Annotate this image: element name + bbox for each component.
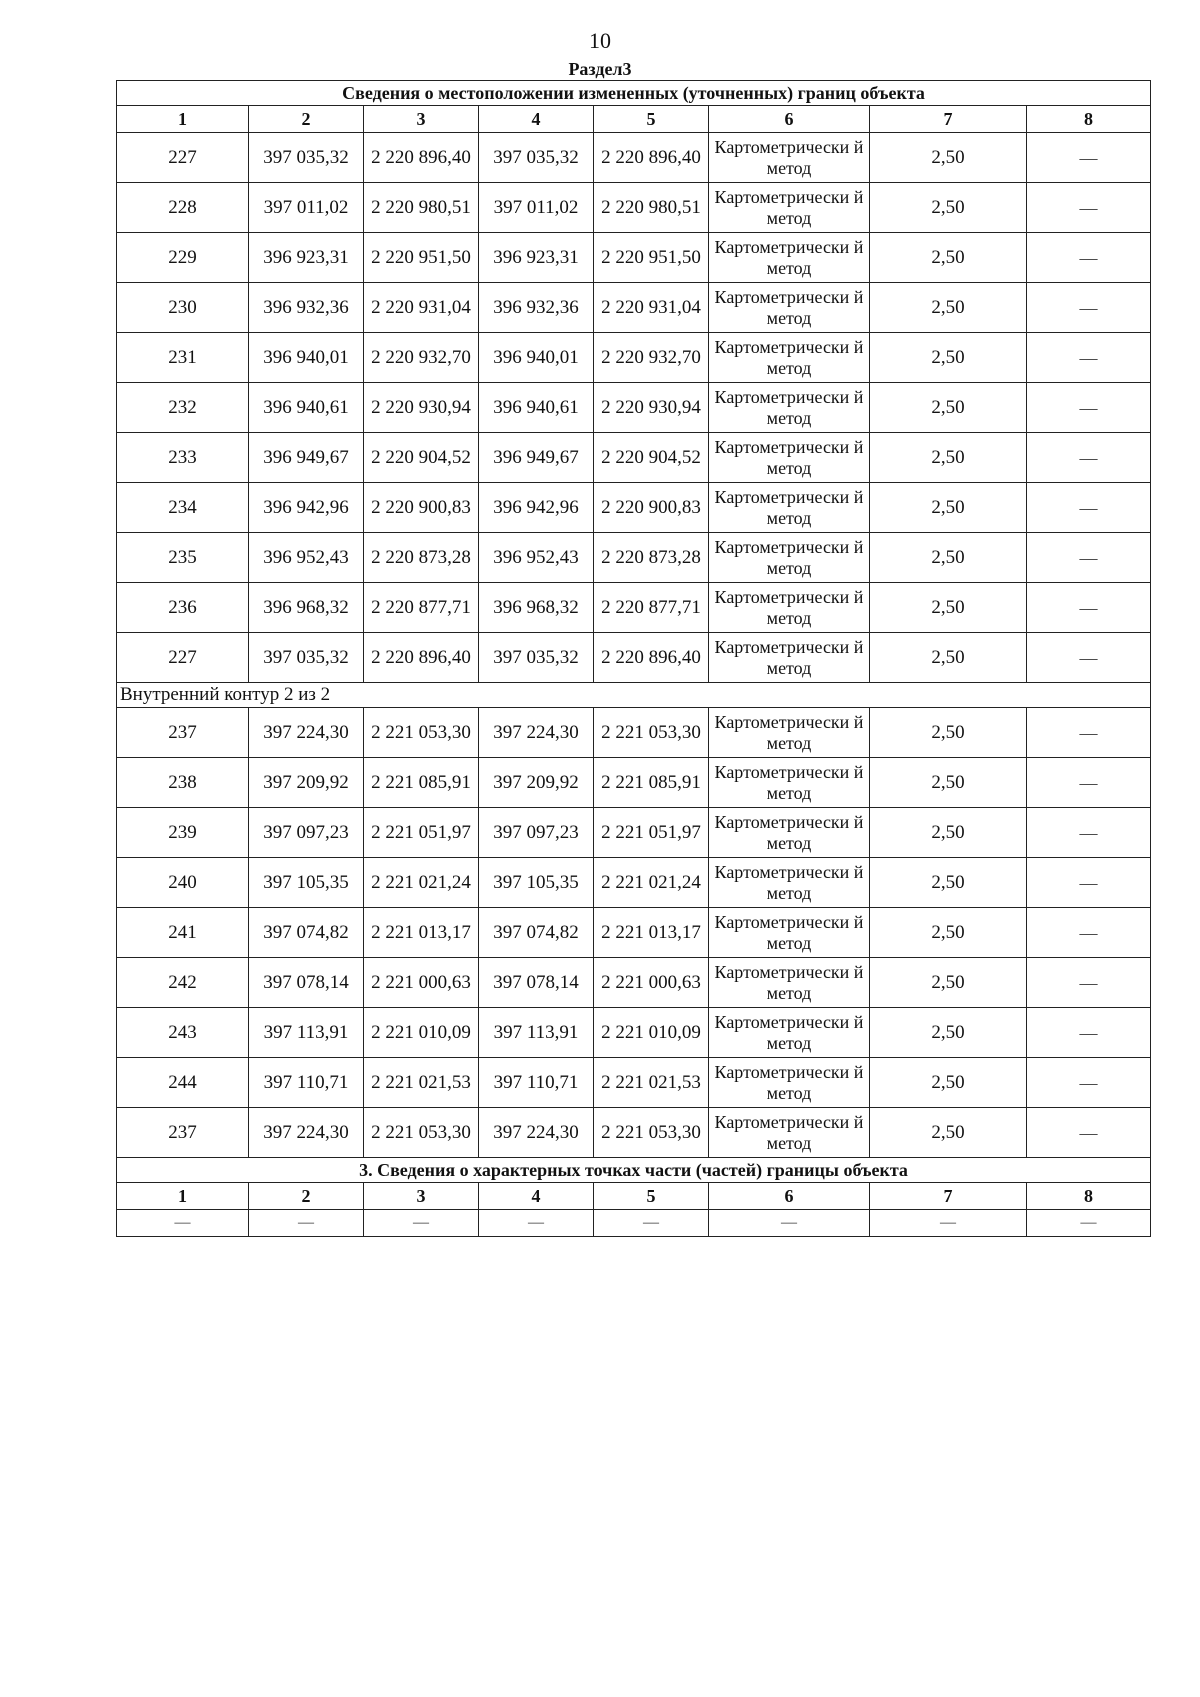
method-cell: Картометрически й метод	[709, 483, 870, 533]
method-cell: Картометрически й метод	[709, 333, 870, 383]
method-cell: Картометрически й метод	[709, 908, 870, 958]
accuracy-cell: 2,50	[870, 283, 1027, 333]
x-old-cell: 397 110,71	[249, 1058, 364, 1108]
description-cell: —	[1027, 1058, 1151, 1108]
x-old-cell: 397 209,92	[249, 758, 364, 808]
description-cell: —	[1027, 433, 1151, 483]
accuracy-cell: 2,50	[870, 433, 1027, 483]
part-section-title: 3. Сведения о характерных точках части (частей) границы объекта	[117, 1158, 1151, 1183]
table-row	[117, 1108, 1151, 1158]
method-cell: Картометрически й метод	[709, 1108, 870, 1158]
y-new-cell: 2 220 896,40	[594, 133, 709, 183]
y-new-cell: 2 221 053,30	[594, 708, 709, 758]
x-new-cell: 397 113,91	[479, 1008, 594, 1058]
accuracy-cell: 2,50	[870, 1108, 1027, 1158]
y-new-cell: 2 220 904,52	[594, 433, 709, 483]
empty-cell: —	[1027, 1210, 1151, 1237]
y-new-cell: 2 221 053,30	[594, 1108, 709, 1158]
y-old-cell: 2 221 000,63	[364, 958, 479, 1008]
point-number-cell: 231	[117, 333, 249, 383]
description-cell: —	[1027, 758, 1151, 808]
x-new-cell: 396 940,61	[479, 383, 594, 433]
point-number-cell: 237	[117, 1108, 249, 1158]
empty-cell: —	[709, 1210, 870, 1237]
column-number: 4	[479, 1183, 594, 1210]
table-row	[117, 1008, 1151, 1058]
table-row	[117, 233, 1151, 283]
part-empty-row	[117, 1210, 1151, 1237]
method-cell: Картометрически й метод	[709, 708, 870, 758]
boundary-table	[116, 80, 1151, 1237]
method-cell: Картометрически й метод	[709, 1058, 870, 1108]
description-cell: —	[1027, 1108, 1151, 1158]
x-old-cell: 397 011,02	[249, 183, 364, 233]
description-cell: —	[1027, 383, 1151, 433]
description-cell: —	[1027, 233, 1151, 283]
method-cell: Картометрически й метод	[709, 858, 870, 908]
accuracy-cell: 2,50	[870, 583, 1027, 633]
y-old-cell: 2 221 085,91	[364, 758, 479, 808]
x-new-cell: 396 968,32	[479, 583, 594, 633]
point-number-cell: 241	[117, 908, 249, 958]
table-row	[117, 633, 1151, 683]
x-old-cell: 396 968,32	[249, 583, 364, 633]
method-cell: Картометрически й метод	[709, 758, 870, 808]
accuracy-cell: 2,50	[870, 858, 1027, 908]
x-old-cell: 397 224,30	[249, 1108, 364, 1158]
x-old-cell: 396 942,96	[249, 483, 364, 533]
x-old-cell: 396 940,61	[249, 383, 364, 433]
method-cell: Картометрически й метод	[709, 433, 870, 483]
page-number: 10	[589, 28, 611, 53]
y-old-cell: 2 220 932,70	[364, 333, 479, 383]
point-number-cell: 244	[117, 1058, 249, 1108]
accuracy-cell: 2,50	[870, 183, 1027, 233]
point-number-cell: 229	[117, 233, 249, 283]
description-cell: —	[1027, 908, 1151, 958]
point-number-cell: 242	[117, 958, 249, 1008]
y-old-cell: 2 221 013,17	[364, 908, 479, 958]
part-section-title-row	[117, 1158, 1151, 1183]
point-number-cell: 232	[117, 383, 249, 433]
method-cell: Картометрически й метод	[709, 283, 870, 333]
accuracy-cell: 2,50	[870, 633, 1027, 683]
empty-cell: —	[249, 1210, 364, 1237]
y-old-cell: 2 220 931,04	[364, 283, 479, 333]
method-cell: Картометрически й метод	[709, 633, 870, 683]
column-number: 1	[117, 1183, 249, 1210]
table-title-row	[117, 81, 1151, 106]
x-new-cell: 397 224,30	[479, 708, 594, 758]
y-old-cell: 2 220 980,51	[364, 183, 479, 233]
y-new-cell: 2 220 873,28	[594, 533, 709, 583]
method-cell: Картометрически й метод	[709, 1008, 870, 1058]
x-old-cell: 397 078,14	[249, 958, 364, 1008]
x-old-cell: 397 035,32	[249, 133, 364, 183]
description-cell: —	[1027, 958, 1151, 1008]
method-cell: Картометрически й метод	[709, 233, 870, 283]
x-old-cell: 396 932,36	[249, 283, 364, 333]
column-number: 8	[1027, 106, 1151, 133]
y-new-cell: 2 221 021,53	[594, 1058, 709, 1108]
column-number: 5	[594, 106, 709, 133]
y-new-cell: 2 220 930,94	[594, 383, 709, 433]
column-number: 7	[870, 1183, 1027, 1210]
description-cell: —	[1027, 708, 1151, 758]
x-new-cell: 397 209,92	[479, 758, 594, 808]
y-new-cell: 2 221 085,91	[594, 758, 709, 808]
x-old-cell: 397 074,82	[249, 908, 364, 958]
y-new-cell: 2 220 932,70	[594, 333, 709, 383]
method-cell: Картометрически й метод	[709, 383, 870, 433]
y-new-cell: 2 220 980,51	[594, 183, 709, 233]
y-new-cell: 2 221 000,63	[594, 958, 709, 1008]
contour-label-row	[117, 683, 1151, 708]
table-row	[117, 383, 1151, 433]
x-new-cell: 396 952,43	[479, 533, 594, 583]
accuracy-cell: 2,50	[870, 1008, 1027, 1058]
y-old-cell: 2 220 873,28	[364, 533, 479, 583]
point-number-cell: 230	[117, 283, 249, 333]
accuracy-cell: 2,50	[870, 133, 1027, 183]
table-row	[117, 808, 1151, 858]
point-number-cell: 228	[117, 183, 249, 233]
y-new-cell: 2 220 931,04	[594, 283, 709, 333]
table-title: Сведения о местоположении измененных (уточненных) границ объекта	[117, 81, 1151, 106]
x-old-cell: 396 949,67	[249, 433, 364, 483]
table-row	[117, 958, 1151, 1008]
y-old-cell: 2 220 951,50	[364, 233, 479, 283]
y-new-cell: 2 220 896,40	[594, 633, 709, 683]
empty-cell: —	[870, 1210, 1027, 1237]
table-row	[117, 283, 1151, 333]
column-number: 1	[117, 106, 249, 133]
description-cell: —	[1027, 283, 1151, 333]
point-number-cell: 233	[117, 433, 249, 483]
point-number-cell: 236	[117, 583, 249, 633]
table-row	[117, 708, 1151, 758]
description-cell: —	[1027, 483, 1151, 533]
y-old-cell: 2 221 021,24	[364, 858, 479, 908]
accuracy-cell: 2,50	[870, 533, 1027, 583]
x-new-cell: 397 097,23	[479, 808, 594, 858]
x-old-cell: 397 097,23	[249, 808, 364, 858]
y-old-cell: 2 221 053,30	[364, 708, 479, 758]
empty-cell: —	[364, 1210, 479, 1237]
y-new-cell: 2 220 900,83	[594, 483, 709, 533]
part-column-number-row	[117, 1183, 1151, 1210]
x-new-cell: 396 923,31	[479, 233, 594, 283]
point-number-cell: 237	[117, 708, 249, 758]
column-number: 2	[249, 1183, 364, 1210]
column-number: 8	[1027, 1183, 1151, 1210]
y-old-cell: 2 220 896,40	[364, 133, 479, 183]
x-new-cell: 397 105,35	[479, 858, 594, 908]
y-old-cell: 2 221 051,97	[364, 808, 479, 858]
method-cell: Картометрически й метод	[709, 583, 870, 633]
section-title: Раздел3	[568, 59, 632, 79]
accuracy-cell: 2,50	[870, 758, 1027, 808]
method-cell: Картометрически й метод	[709, 808, 870, 858]
table-row	[117, 758, 1151, 808]
x-new-cell: 397 078,14	[479, 958, 594, 1008]
table-row	[117, 433, 1151, 483]
accuracy-cell: 2,50	[870, 1058, 1027, 1108]
y-new-cell: 2 221 013,17	[594, 908, 709, 958]
column-number: 4	[479, 106, 594, 133]
x-new-cell: 397 224,30	[479, 1108, 594, 1158]
column-number-row	[117, 106, 1151, 133]
table-row	[117, 583, 1151, 633]
column-number: 7	[870, 106, 1027, 133]
method-cell: Картометрически й метод	[709, 183, 870, 233]
y-old-cell: 2 220 877,71	[364, 583, 479, 633]
method-cell: Картометрически й метод	[709, 533, 870, 583]
accuracy-cell: 2,50	[870, 908, 1027, 958]
column-number: 5	[594, 1183, 709, 1210]
y-new-cell: 2 220 877,71	[594, 583, 709, 633]
description-cell: —	[1027, 183, 1151, 233]
column-number: 2	[249, 106, 364, 133]
y-new-cell: 2 220 951,50	[594, 233, 709, 283]
x-old-cell: 396 952,43	[249, 533, 364, 583]
x-old-cell: 397 113,91	[249, 1008, 364, 1058]
point-number-cell: 239	[117, 808, 249, 858]
column-number: 3	[364, 106, 479, 133]
accuracy-cell: 2,50	[870, 333, 1027, 383]
accuracy-cell: 2,50	[870, 383, 1027, 433]
x-new-cell: 396 932,36	[479, 283, 594, 333]
x-new-cell: 397 074,82	[479, 908, 594, 958]
empty-cell: —	[479, 1210, 594, 1237]
y-old-cell: 2 220 900,83	[364, 483, 479, 533]
description-cell: —	[1027, 583, 1151, 633]
table-row	[117, 183, 1151, 233]
x-old-cell: 397 105,35	[249, 858, 364, 908]
x-new-cell: 396 949,67	[479, 433, 594, 483]
description-cell: —	[1027, 133, 1151, 183]
column-number: 6	[709, 1183, 870, 1210]
accuracy-cell: 2,50	[870, 708, 1027, 758]
contour-label: Внутренний контур 2 из 2	[117, 683, 1151, 708]
x-old-cell: 396 923,31	[249, 233, 364, 283]
description-cell: —	[1027, 533, 1151, 583]
description-cell: —	[1027, 858, 1151, 908]
table-row	[117, 333, 1151, 383]
x-new-cell: 397 011,02	[479, 183, 594, 233]
description-cell: —	[1027, 633, 1151, 683]
empty-cell: —	[594, 1210, 709, 1237]
y-old-cell: 2 221 010,09	[364, 1008, 479, 1058]
accuracy-cell: 2,50	[870, 483, 1027, 533]
description-cell: —	[1027, 1008, 1151, 1058]
table-row	[117, 908, 1151, 958]
y-old-cell: 2 221 021,53	[364, 1058, 479, 1108]
method-cell: Картометрически й метод	[709, 958, 870, 1008]
description-cell: —	[1027, 808, 1151, 858]
x-new-cell: 397 035,32	[479, 133, 594, 183]
accuracy-cell: 2,50	[870, 958, 1027, 1008]
y-old-cell: 2 221 053,30	[364, 1108, 479, 1158]
x-new-cell: 397 035,32	[479, 633, 594, 683]
y-new-cell: 2 221 010,09	[594, 1008, 709, 1058]
table-row	[117, 133, 1151, 183]
accuracy-cell: 2,50	[870, 233, 1027, 283]
empty-cell: —	[117, 1210, 249, 1237]
y-old-cell: 2 220 930,94	[364, 383, 479, 433]
point-number-cell: 240	[117, 858, 249, 908]
column-number: 6	[709, 106, 870, 133]
point-number-cell: 235	[117, 533, 249, 583]
point-number-cell: 243	[117, 1008, 249, 1058]
method-cell: Картометрически й метод	[709, 133, 870, 183]
y-new-cell: 2 221 021,24	[594, 858, 709, 908]
point-number-cell: 227	[117, 133, 249, 183]
x-new-cell: 396 942,96	[479, 483, 594, 533]
accuracy-cell: 2,50	[870, 808, 1027, 858]
y-old-cell: 2 220 896,40	[364, 633, 479, 683]
x-old-cell: 397 224,30	[249, 708, 364, 758]
x-new-cell: 397 110,71	[479, 1058, 594, 1108]
table-row	[117, 1058, 1151, 1108]
column-number: 3	[364, 1183, 479, 1210]
point-number-cell: 238	[117, 758, 249, 808]
x-old-cell: 397 035,32	[249, 633, 364, 683]
description-cell: —	[1027, 333, 1151, 383]
y-old-cell: 2 220 904,52	[364, 433, 479, 483]
table-row	[117, 858, 1151, 908]
point-number-cell: 234	[117, 483, 249, 533]
table-row	[117, 483, 1151, 533]
y-new-cell: 2 221 051,97	[594, 808, 709, 858]
point-number-cell: 227	[117, 633, 249, 683]
table-row	[117, 533, 1151, 583]
x-new-cell: 396 940,01	[479, 333, 594, 383]
x-old-cell: 396 940,01	[249, 333, 364, 383]
